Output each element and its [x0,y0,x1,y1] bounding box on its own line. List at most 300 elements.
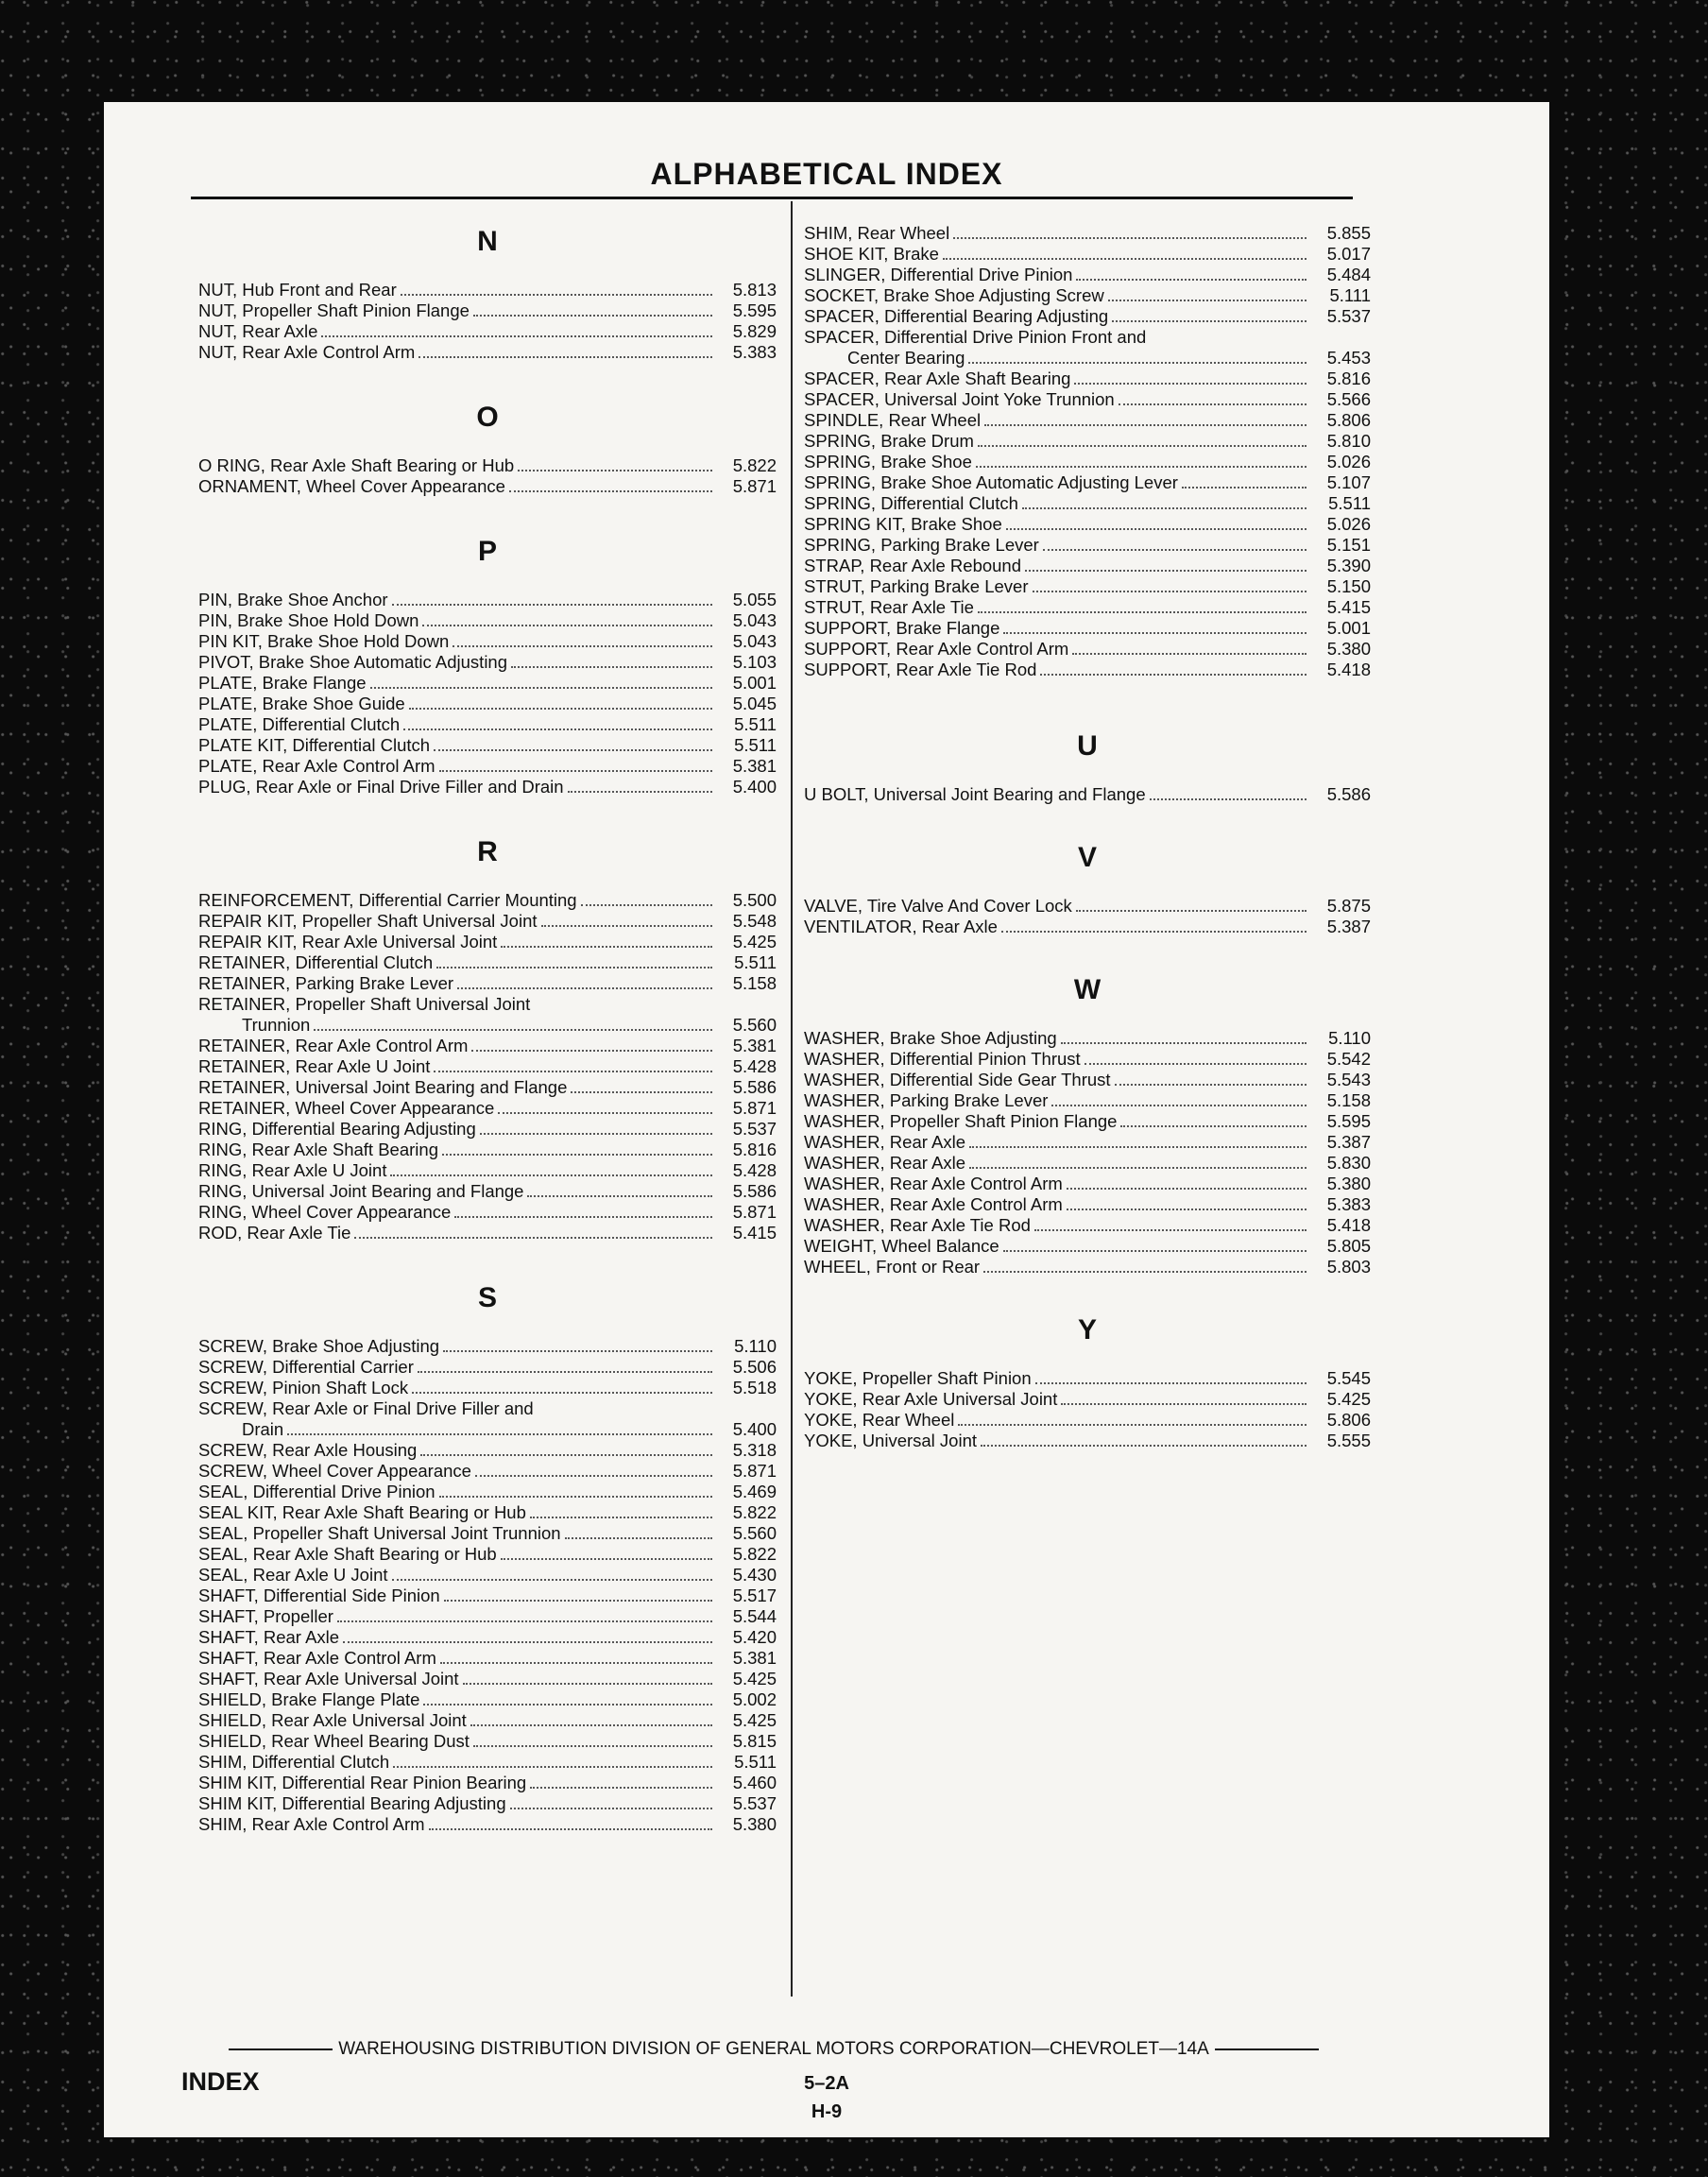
index-entry [198,280,777,300]
index-entry-page: 5.822 [732,1544,777,1564]
index-entry [198,1440,777,1461]
index-entry [804,1194,1371,1215]
leader-dots [958,1424,1307,1426]
leader-dots [1112,320,1307,322]
page-code: 5–2A [804,2073,849,2094]
index-entry-page: 5.511 [734,714,777,734]
index-entry-name: YOKE, Rear Wheel [804,1410,955,1430]
index-entry-name: SHAFT, Rear Axle Control Arm [198,1648,436,1668]
leader-dots [1035,1382,1307,1384]
index-entry-name: SHIELD, Rear Wheel Bearing Dust [198,1731,470,1751]
index-entry-name: REPAIR KIT, Rear Axle Universal Joint [198,932,498,951]
index-entry-page: 5.806 [1326,410,1371,430]
index-entry [198,342,777,363]
index-entry [804,1215,1371,1236]
index-entry-name: WASHER, Parking Brake Lever [804,1090,1049,1110]
index-entry-page: 5.560 [732,1523,777,1543]
index-entry [804,1090,1371,1111]
index-entry-name: STRUT, Rear Axle Tie [804,597,974,617]
index-entry [198,1689,777,1710]
index-entry [198,973,777,994]
index-entry-name: WASHER, Brake Shoe Adjusting [804,1028,1057,1048]
leader-dots [1076,910,1307,912]
index-entry-page: 5.381 [732,1648,777,1668]
index-entry [198,1036,777,1056]
index-entry [804,452,1371,472]
leader-dots [314,1029,712,1031]
index-entry-name: ROD, Rear Axle Tie [198,1223,351,1243]
index-entry [198,932,777,952]
index-entry-name: RETAINER, Rear Axle Control Arm [198,1036,469,1055]
leader-dots [457,987,712,989]
index-entry-name: RETAINER, Wheel Cover Appearance [198,1098,495,1118]
leader-dots [1003,1250,1307,1252]
index-entry [198,890,777,911]
leader-dots [1182,487,1307,489]
index-entry [198,1160,777,1181]
leader-dots [401,294,712,296]
index-entry-page: 5.586 [1326,784,1371,804]
index-entry [804,285,1371,306]
leader-dots [510,1808,712,1809]
leader-dots [969,1167,1307,1169]
index-entry [198,652,777,673]
index-entry [198,911,777,932]
index-entry-name: PLATE, Brake Flange [198,673,367,693]
index-entry-name: RETAINER, Universal Joint Bearing and Flange [198,1077,568,1097]
index-entry-name: VENTILATOR, Rear Axle [804,917,998,936]
index-section [198,223,777,363]
index-entry [198,1565,777,1586]
leader-dots [454,1216,712,1218]
leader-dots [1150,798,1307,800]
index-entry [198,610,777,631]
index-entry-name: WEIGHT, Wheel Balance [804,1236,999,1256]
index-entry [198,300,777,321]
index-entry [198,1378,777,1398]
index-entry-page: 5.586 [732,1077,777,1097]
leader-dots [422,625,712,626]
leader-dots [423,1704,712,1706]
page-sub-code: H-9 [811,2101,843,2122]
index-entry [804,896,1371,917]
index-entry-page: 5.537 [1326,306,1371,326]
index-entry-name: SHIM KIT, Differential Rear Pinion Bearing [198,1773,527,1792]
index-entry [804,431,1371,452]
leader-dots [440,1662,712,1664]
index-entry-name: REPAIR KIT, Propeller Shaft Universal Joint [198,911,538,931]
leader-dots [1034,1229,1307,1231]
index-section [804,971,1371,1277]
leader-dots [976,466,1307,468]
leader-dots [1003,632,1307,634]
index-entry-page: 5.400 [732,1419,777,1439]
index-entry-name: SHOE KIT, Brake [804,244,939,264]
index-entry-page: 5.045 [732,694,777,713]
leader-dots [463,1683,712,1685]
index-entry [804,369,1371,389]
index-entry-page: 5.107 [1326,472,1371,492]
index-entry-name: NUT, Rear Axle Control Arm [198,342,416,362]
leader-dots [1085,1063,1307,1065]
leader-dots [571,1091,712,1093]
index-entry [198,1119,777,1140]
leader-dots [568,791,712,793]
index-entry-page: 5.829 [732,321,777,341]
leader-dots [1120,1125,1307,1127]
index-entry-name: PIVOT, Brake Shoe Automatic Adjusting [198,652,508,672]
leader-dots [343,1641,712,1643]
index-entry [198,590,777,610]
leader-dots [981,1445,1307,1447]
index-entry-page: 5.110 [1328,1028,1371,1048]
index-entry-name: SHAFT, Rear Axle [198,1627,340,1647]
page-title: ALPHABETICAL INDEX [650,157,1003,191]
index-entry [198,1627,777,1648]
leader-dots [393,1766,712,1768]
index-entry-name: SCREW, Brake Shoe Adjusting [198,1336,440,1356]
index-entry-page: 5.387 [1326,917,1371,936]
index-entry-page: 5.415 [732,1223,777,1243]
index-entry [198,1710,777,1731]
section-letter: R [477,836,498,867]
index-entry-name: SEAL, Rear Axle U Joint [198,1565,388,1585]
index-entry-page: 5.428 [732,1160,777,1180]
index-entry [198,673,777,694]
index-entry [804,472,1371,493]
index-entry [804,514,1371,535]
index-entry-name: YOKE, Propeller Shaft Pinion [804,1368,1032,1388]
index-entry-page: 5.026 [1326,452,1371,471]
index-entry-name: RETAINER, Propeller Shaft Universal Joint [198,994,531,1014]
index-entry-page: 5.420 [732,1627,777,1647]
index-page [104,102,1549,2137]
index-entry-page: 5.542 [1326,1049,1371,1069]
leader-dots [471,1050,712,1052]
index-entry-name: SHIM, Rear Wheel [804,223,950,243]
section-letter: O [476,402,499,433]
index-entry-name: WASHER, Rear Axle [804,1132,965,1152]
index-entry-page: 5.383 [1326,1194,1371,1214]
index-entry [198,1814,777,1835]
index-entry-name: SLINGER, Differential Drive Pinion [804,265,1073,284]
index-entry-page: 5.595 [732,300,777,320]
index-entry-name: SPACER, Universal Joint Yoke Trunnion [804,389,1115,409]
leader-dots [530,1517,712,1518]
leader-dots [983,1271,1307,1273]
section-letter: V [1077,842,1097,873]
index-entry-name: WASHER, Propeller Shaft Pinion Flange [804,1111,1118,1131]
index-entry [804,597,1371,618]
leader-dots [439,770,712,772]
index-entry-name: SHIM KIT, Differential Bearing Adjusting [198,1793,506,1813]
index-entry [198,735,777,756]
index-entry-page: 5.387 [1326,1132,1371,1152]
index-entry-page: 5.511 [1328,493,1371,513]
index-entry-page: 5.380 [732,1814,777,1834]
index-entry-name: RETAINER, Rear Axle U Joint [198,1056,431,1076]
footer-line [183,2039,1364,2060]
index-entry-name: NUT, Rear Axle [198,321,318,341]
index-entry-page: 5.425 [1326,1389,1371,1409]
index-entry [804,410,1371,431]
index-entry [198,1202,777,1223]
index-entry-page: 5.822 [732,455,777,475]
footer-rule-right [1215,2048,1319,2050]
leader-dots [412,1392,712,1394]
leader-dots [1074,383,1307,385]
index-entry-name: PLUG, Rear Axle or Final Drive Filler and Drain [198,777,564,797]
right-column [804,223,1371,1451]
index-entry [804,1028,1371,1049]
index-entry-page: 5.001 [732,673,777,693]
index-entry [198,1181,777,1202]
index-entry-name: SPACER, Rear Axle Shaft Bearing [804,369,1071,388]
index-entry [804,306,1371,327]
index-entry-page: 5.517 [732,1586,777,1605]
index-entry-continuation: Center Bearing [847,348,965,368]
index-entry-name: SHIM, Rear Axle Control Arm [198,1814,425,1834]
index-entry [198,1773,777,1793]
index-entry-name: NUT, Propeller Shaft Pinion Flange [198,300,470,320]
index-entry-name: REINFORCEMENT, Differential Carrier Mounting [198,890,577,910]
index-entry-page: 5.815 [732,1731,777,1751]
index-entry-name: NUT, Hub Front and Rear [198,280,397,300]
index-entry-name: RING, Wheel Cover Appearance [198,1202,452,1222]
index-entry [804,784,1371,805]
index-entry [198,694,777,714]
index-entry-page: 5.544 [732,1606,777,1626]
index-entry [804,1153,1371,1174]
leader-dots [1061,1403,1307,1405]
leader-dots [321,335,712,337]
index-entry-name: SHIELD, Brake Flange Plate [198,1689,420,1709]
index-entry-name: SPRING, Brake Shoe Automatic Adjusting Lever [804,472,1178,492]
index-entry-name: SUPPORT, Rear Axle Tie Rod [804,660,1037,679]
index-entry-name: SPACER, Differential Drive Pinion Front and [804,327,1147,347]
index-entry-name: PIN, Brake Shoe Anchor [198,590,388,609]
index-entry [198,1586,777,1606]
index-entry-name: SEAL, Differential Drive Pinion [198,1482,436,1501]
index-entry [804,618,1371,639]
index-section [198,399,777,497]
leader-dots [541,925,713,927]
index-entry-page: 5.469 [732,1482,777,1501]
index-entry-name: SCREW, Differential Carrier [198,1357,414,1377]
index-entry-page: 5.425 [732,1669,777,1688]
leader-dots [565,1537,712,1539]
index-entry [198,1056,777,1077]
index-section [198,533,777,797]
index-entry-page: 5.871 [732,1098,777,1118]
index-entry-name: SHAFT, Propeller [198,1606,333,1626]
index-entry [804,389,1371,410]
index-entry [198,1669,777,1689]
index-entry-page: 5.151 [1326,535,1371,555]
leader-dots [390,1174,712,1176]
leader-dots [1108,300,1307,301]
footer-rule-left [229,2048,333,2050]
index-entry-name: SEAL, Propeller Shaft Universal Joint Trunnion [198,1523,561,1543]
index-entry [198,1482,777,1502]
leader-dots [337,1620,712,1622]
index-entry-page: 5.043 [732,610,777,630]
leader-dots [1119,403,1307,405]
index-entry-name: PLATE, Differential Clutch [198,714,401,734]
index-entry-page: 5.803 [1326,1257,1371,1277]
leader-dots [1076,279,1307,281]
index-entry-page: 5.506 [732,1357,777,1377]
leader-dots [409,708,712,710]
index-section [198,833,777,1243]
leader-dots [518,470,712,471]
leader-dots [969,1146,1307,1148]
leader-dots [581,904,712,906]
index-section [804,728,1371,805]
leader-dots [439,1496,712,1498]
index-entry [804,556,1371,576]
leader-dots [473,315,712,317]
leader-dots [1115,1084,1307,1086]
index-entry-name: SCREW, Rear Axle Housing [198,1440,418,1460]
index-entry-name: SHAFT, Differential Side Pinion [198,1586,440,1605]
index-entry-page: 5.806 [1326,1410,1371,1430]
leader-dots [480,1133,712,1135]
index-entry-page: 5.537 [732,1119,777,1139]
index-entry [804,1410,1371,1431]
index-entry-page: 5.484 [1326,265,1371,284]
index-entry-page: 5.875 [1326,896,1371,916]
index-entry-name: YOKE, Universal Joint [804,1431,978,1450]
index-entry [804,265,1371,285]
index-entry-name: SPRING, Differential Clutch [804,493,1018,513]
leader-dots [392,604,712,606]
index-entry-page: 5.158 [1326,1090,1371,1110]
index-entry [198,1502,777,1523]
leader-dots [1051,1105,1307,1106]
index-entry-page: 5.555 [1326,1431,1371,1450]
index-entry [804,576,1371,597]
section-letter: Y [1077,1314,1097,1346]
index-entry-page: 5.103 [732,652,777,672]
index-entry-page: 5.318 [732,1440,777,1460]
leader-dots [953,237,1307,239]
index-entry-name: SUPPORT, Rear Axle Control Arm [804,639,1069,659]
leader-dots [354,1237,712,1239]
leader-dots [473,1745,712,1747]
index-entry-page: 5.560 [732,1015,777,1035]
index-entry [804,493,1371,514]
leader-dots [418,1371,712,1373]
index-entry-name: U BOLT, Universal Joint Bearing and Flange [804,784,1146,804]
index-entry-page: 5.418 [1326,660,1371,679]
leader-dots [978,445,1307,447]
index-entry-page: 5.150 [1326,576,1371,596]
index-entry-page: 5.381 [732,756,777,776]
index-entry [804,639,1371,660]
leader-dots [1043,549,1307,551]
leader-dots [978,611,1307,613]
index-entry-name: SPRING, Brake Drum [804,431,974,451]
index-entry [198,952,777,973]
index-entry-name: WASHER, Differential Pinion Thrust [804,1049,1081,1069]
index-entry-name: WHEEL, Front or Rear [804,1257,981,1277]
index-entry-page: 5.418 [1326,1215,1371,1235]
leader-dots [511,666,712,668]
index-entry [198,1793,777,1814]
leader-dots [1025,570,1307,572]
index-entry-page: 5.830 [1326,1153,1371,1173]
index-entry-name: STRAP, Rear Axle Rebound [804,556,1022,575]
index-entry-page: 5.453 [1326,348,1371,368]
section-letter: W [1073,974,1102,1005]
index-entry-name: YOKE, Rear Axle Universal Joint [804,1389,1058,1409]
index-entry-name: WASHER, Rear Axle Tie Rod [804,1215,1031,1235]
leader-dots [1022,507,1307,509]
index-entry-page: 5.548 [732,911,777,931]
index-entry-page: 5.566 [1326,389,1371,409]
leader-dots [1006,528,1307,530]
section-letter: S [477,1282,497,1313]
left-column [198,223,777,1835]
index-entry-name: PIN, Brake Shoe Hold Down [198,610,419,630]
index-entry [198,1015,777,1036]
index-section [804,1311,1371,1451]
index-entry [804,1389,1371,1410]
index-section [198,1279,777,1835]
index-entry-page: 5.026 [1326,514,1371,534]
index-entry-page: 5.381 [732,1036,777,1055]
leader-dots [370,687,712,689]
index-entry-page: 5.400 [732,777,777,797]
index-entry [198,1336,777,1357]
index-entry-page: 5.511 [734,735,777,755]
index-entry-page: 5.430 [732,1565,777,1585]
index-entry [198,455,777,476]
leader-dots [1040,674,1307,676]
leader-dots [1001,931,1307,933]
index-entry [198,1523,777,1544]
leader-dots [392,1579,712,1581]
index-entry [804,535,1371,556]
index-entry [198,1606,777,1627]
index-section [804,839,1371,937]
index-entry [198,714,777,735]
leader-dots [444,1600,712,1602]
index-entry-name: WASHER, Rear Axle [804,1153,965,1173]
leader-dots [968,362,1307,364]
index-entry [198,1731,777,1752]
index-entry-page: 5.586 [732,1181,777,1201]
leader-dots [470,1724,712,1726]
title-rule [191,197,1353,199]
index-entry [198,476,777,497]
index-entry-name: O RING, Rear Axle Shaft Bearing or Hub [198,455,515,475]
index-entry-name: PLATE, Brake Shoe Guide [198,694,405,713]
index-entry [804,660,1371,680]
index-entry-page: 5.871 [732,1202,777,1222]
index-entry-page: 5.460 [732,1773,777,1792]
leader-dots [420,1454,712,1456]
index-entry-page: 5.518 [732,1378,777,1397]
index-entry-page: 5.805 [1326,1236,1371,1256]
index-entry [198,1544,777,1565]
leader-dots [943,258,1307,260]
index-entry-name: STRUT, Parking Brake Lever [804,576,1029,596]
leader-dots [442,1154,712,1156]
index-entry [804,244,1371,265]
index-entry-name: SPACER, Differential Bearing Adjusting [804,306,1109,326]
